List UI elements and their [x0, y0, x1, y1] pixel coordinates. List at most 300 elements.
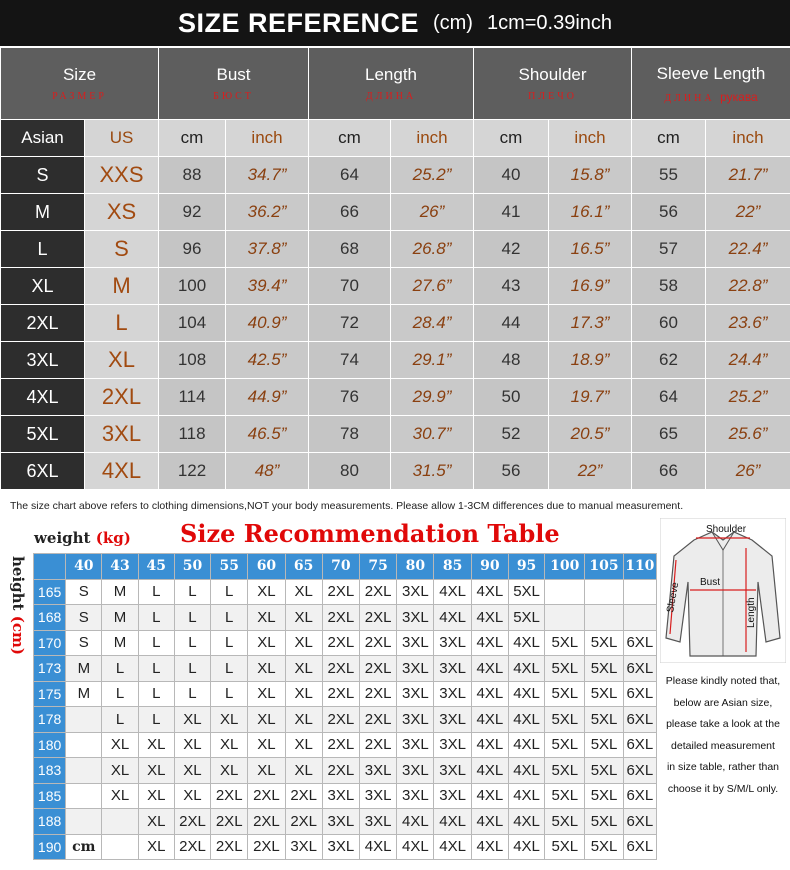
- recommended-size-cell: XL: [248, 681, 285, 707]
- height-row: [34, 630, 657, 656]
- recommended-size-cell: XL: [285, 579, 322, 605]
- height-header-cell: 183: [34, 758, 66, 784]
- recommended-size-cell: [545, 605, 585, 631]
- weight-header-cell: 40: [66, 554, 102, 580]
- recommended-size-cell: 2XL: [174, 834, 210, 860]
- weight-unit: (kg): [95, 529, 131, 547]
- recommended-size-cell: XL: [138, 783, 174, 809]
- subheader-row: [1, 120, 790, 157]
- recommended-size-cell: 3XL: [322, 809, 359, 835]
- weight-label-text: weight: [34, 529, 91, 547]
- banner-title: SIZE REFERENCE: [177, 7, 419, 38]
- recommended-size-cell: 2XL: [211, 809, 248, 835]
- recommended-size-cell: L: [138, 605, 174, 631]
- recommended-size-cell: L: [138, 579, 174, 605]
- us-size-cell: 3XL: [85, 416, 159, 453]
- recommended-size-cell: 4XL: [471, 809, 508, 835]
- recommended-size-cell: XL: [248, 732, 285, 758]
- asian-size-cell: L: [1, 231, 85, 268]
- recommended-size-cell: XL: [138, 732, 174, 758]
- cm-value-cell: 50: [474, 379, 549, 416]
- inch-value-cell: 24.4”: [706, 342, 790, 379]
- us-size-cell: M: [85, 268, 159, 305]
- inch-value-cell: 37.8”: [226, 231, 309, 268]
- col-header-label: Shoulder: [518, 65, 587, 84]
- recommended-size-cell: XL: [102, 783, 138, 809]
- recommended-size-cell: 5XL: [545, 656, 585, 682]
- recommended-size-cell: 5XL: [585, 758, 623, 784]
- inch-value-cell: 29.9”: [391, 379, 474, 416]
- jacket-measurement-diagram: [660, 518, 786, 663]
- recommended-size-cell: 6XL: [623, 656, 656, 682]
- height-header-cell: 165: [34, 579, 66, 605]
- col-header-ru: РАЗМЕР: [52, 91, 107, 102]
- recommended-size-cell: 3XL: [434, 758, 471, 784]
- recommended-size-cell: 2XL: [322, 605, 359, 631]
- recommended-size-cell: 4XL: [434, 809, 471, 835]
- cm-value-cell: 72: [309, 305, 391, 342]
- weight-header-cell: 90: [471, 554, 508, 580]
- recommended-size-cell: XL: [102, 732, 138, 758]
- inch-value-cell: 26”: [706, 453, 790, 490]
- side-note-line: detailed measurement: [671, 739, 775, 752]
- size-row: [1, 342, 790, 379]
- height-row: [34, 732, 657, 758]
- recommended-size-cell: 5XL: [585, 681, 623, 707]
- recommended-size-cell: S: [66, 630, 102, 656]
- cm-value-cell: 88: [159, 157, 226, 194]
- height-row: [34, 783, 657, 809]
- recommended-size-cell: XL: [174, 732, 210, 758]
- cm-value-cell: 60: [632, 305, 706, 342]
- cm-value-cell: 55: [632, 157, 706, 194]
- recommended-size-cell: 2XL: [322, 707, 359, 733]
- recommended-size-cell: XL: [248, 579, 285, 605]
- col-header-ru-extra: рукава: [720, 89, 758, 104]
- inch-value-cell: 22.4”: [706, 231, 790, 268]
- recommended-size-cell: XL: [248, 707, 285, 733]
- asian-size-cell: 3XL: [1, 342, 85, 379]
- recommended-size-cell: 4XL: [471, 579, 508, 605]
- cm-value-cell: 114: [159, 379, 226, 416]
- inch-value-cell: 19.7”: [549, 379, 632, 416]
- recommended-size-cell: 2XL: [360, 605, 397, 631]
- recommended-size-cell: 4XL: [434, 605, 471, 631]
- recommended-size-cell: L: [138, 630, 174, 656]
- weight-header-cell: 80: [397, 554, 434, 580]
- inch-value-cell: 48”: [226, 453, 309, 490]
- cm-value-cell: 42: [474, 231, 549, 268]
- recommended-size-cell: 4XL: [471, 707, 508, 733]
- size-recommendation-table: [33, 553, 657, 860]
- recommended-size-cell: 5XL: [585, 707, 623, 733]
- subheader-cell: cm: [309, 120, 391, 157]
- side-note-line: Please kindly noted that,: [665, 675, 781, 687]
- recommended-size-cell: 2XL: [322, 656, 359, 682]
- recommended-size-cell: L: [138, 656, 174, 682]
- table-corner: [34, 554, 66, 580]
- inch-value-cell: 31.5”: [391, 453, 474, 490]
- recommended-size-cell: XL: [138, 758, 174, 784]
- cm-value-cell: 68: [309, 231, 391, 268]
- inch-value-cell: 46.5”: [226, 416, 309, 453]
- recommended-size-cell: 3XL: [322, 834, 359, 860]
- inch-value-cell: 26.8”: [391, 231, 474, 268]
- asian-size-cell: M: [1, 194, 85, 231]
- recommended-size-cell: 4XL: [508, 681, 544, 707]
- recommended-size-cell: 3XL: [434, 707, 471, 733]
- cm-value-cell: 76: [309, 379, 391, 416]
- recommendation-body: [34, 554, 657, 860]
- recommended-size-cell: L: [174, 681, 210, 707]
- recommended-size-cell: M: [102, 630, 138, 656]
- recommended-size-cell: L: [138, 707, 174, 733]
- recommended-size-cell: 2XL: [285, 809, 322, 835]
- subheader-cell: inch: [226, 120, 309, 157]
- height-header-cell: 185: [34, 783, 66, 809]
- inch-value-cell: 25.6”: [706, 416, 790, 453]
- recommended-size-cell: 2XL: [360, 630, 397, 656]
- weight-axis-label: [34, 529, 131, 547]
- weight-header-cell: 110: [623, 554, 656, 580]
- us-size-cell: 2XL: [85, 379, 159, 416]
- us-size-cell: XS: [85, 194, 159, 231]
- recommended-size-cell: 4XL: [471, 732, 508, 758]
- recommended-size-cell: 2XL: [248, 809, 285, 835]
- cm-value-cell: 57: [632, 231, 706, 268]
- cm-value-cell: 41: [474, 194, 549, 231]
- recommended-size-cell: L: [102, 681, 138, 707]
- asian-size-note: [658, 671, 788, 800]
- recommended-size-cell: 3XL: [397, 783, 434, 809]
- height-header-cell: 175: [34, 681, 66, 707]
- recommended-size-cell: XL: [174, 783, 210, 809]
- asian-size-cell: 2XL: [1, 305, 85, 342]
- cm-value-cell: 43: [474, 268, 549, 305]
- cm-value-cell: 100: [159, 268, 226, 305]
- recommended-size-cell: 5XL: [585, 656, 623, 682]
- inch-value-cell: 39.4”: [226, 268, 309, 305]
- height-header-cell: 168: [34, 605, 66, 631]
- length-label: Length: [746, 597, 757, 628]
- cm-value-cell: 122: [159, 453, 226, 490]
- weight-header-cell: 95: [508, 554, 544, 580]
- inch-value-cell: 36.2”: [226, 194, 309, 231]
- recommended-size-cell: 5XL: [585, 834, 623, 860]
- size-row: [1, 268, 790, 305]
- inch-value-cell: 16.9”: [549, 268, 632, 305]
- weight-header-cell: 70: [322, 554, 359, 580]
- recommended-size-cell: 5XL: [545, 732, 585, 758]
- recommended-size-cell: 4XL: [360, 834, 397, 860]
- side-note-line: in size table, rather than: [666, 761, 780, 773]
- us-size-cell: XXS: [85, 157, 159, 194]
- inch-value-cell: 22.8”: [706, 268, 790, 305]
- height-row: [34, 605, 657, 631]
- col-header-length: [309, 48, 474, 120]
- height-row: [34, 809, 657, 835]
- recommended-size-cell: XL: [211, 758, 248, 784]
- recommended-size-cell: 4XL: [508, 809, 544, 835]
- recommended-size-cell: 4XL: [508, 758, 544, 784]
- recommended-size-cell: 3XL: [434, 783, 471, 809]
- recommended-size-cell: 5XL: [545, 783, 585, 809]
- col-header-label: Length: [365, 65, 418, 84]
- subheader-cell: inch: [706, 120, 790, 157]
- recommended-size-cell: XL: [138, 834, 174, 860]
- cm-value-cell: 70: [309, 268, 391, 305]
- col-header-bust: [159, 48, 309, 120]
- cm-value-cell: 44: [474, 305, 549, 342]
- recommended-size-cell: XL: [285, 758, 322, 784]
- recommended-size-cell: 6XL: [623, 707, 656, 733]
- us-size-cell: XL: [85, 342, 159, 379]
- inch-value-cell: 20.5”: [549, 416, 632, 453]
- weight-header-row: [34, 554, 657, 580]
- recommended-size-cell: 3XL: [285, 834, 322, 860]
- col-header-ru-text: ДЛИНА: [664, 92, 715, 104]
- recommended-size-cell: 2XL: [211, 783, 248, 809]
- asian-size-cell: 6XL: [1, 453, 85, 490]
- asian-size-cell: 5XL: [1, 416, 85, 453]
- height-row: [34, 656, 657, 682]
- inch-value-cell: 42.5”: [226, 342, 309, 379]
- recommended-size-cell: [102, 834, 138, 860]
- recommended-size-cell: M: [102, 579, 138, 605]
- recommended-size-cell: [66, 809, 102, 835]
- recommended-size-cell: 3XL: [434, 681, 471, 707]
- recommended-size-cell: 4XL: [508, 783, 544, 809]
- inch-value-cell: 21.7”: [706, 157, 790, 194]
- recommended-size-cell: 3XL: [397, 579, 434, 605]
- recommended-size-cell: 2XL: [211, 834, 248, 860]
- height-header-cell: 190: [34, 834, 66, 860]
- size-row: [1, 416, 790, 453]
- recommended-size-cell: L: [211, 656, 248, 682]
- recommended-size-cell: cm: [66, 834, 102, 860]
- inch-value-cell: 28.4”: [391, 305, 474, 342]
- recommended-size-cell: 2XL: [360, 707, 397, 733]
- recommended-size-cell: [545, 579, 585, 605]
- recommended-size-cell: 4XL: [471, 758, 508, 784]
- size-row: [1, 379, 790, 416]
- recommended-size-cell: 3XL: [434, 732, 471, 758]
- inch-value-cell: 29.1”: [391, 342, 474, 379]
- us-size-cell: 4XL: [85, 453, 159, 490]
- col-header-label: Size: [62, 65, 97, 84]
- height-row: [34, 758, 657, 784]
- sleeve-label: Sleeve: [665, 581, 682, 614]
- cm-value-cell: 56: [474, 453, 549, 490]
- recommended-size-cell: 2XL: [322, 579, 359, 605]
- col-header-shoulder: [474, 48, 632, 120]
- recommended-size-cell: XL: [285, 656, 322, 682]
- recommended-size-cell: 2XL: [322, 732, 359, 758]
- recommended-size-cell: 5XL: [545, 758, 585, 784]
- inch-value-cell: 25.2”: [391, 157, 474, 194]
- recommended-size-cell: 3XL: [397, 656, 434, 682]
- recommended-size-cell: 6XL: [623, 783, 656, 809]
- recommended-size-cell: XL: [211, 707, 248, 733]
- recommended-size-cell: XL: [285, 630, 322, 656]
- recommended-size-cell: 4XL: [397, 834, 434, 860]
- weight-header-cell: 55: [211, 554, 248, 580]
- recommended-size-cell: 6XL: [623, 630, 656, 656]
- recommended-size-cell: L: [174, 630, 210, 656]
- recommended-size-cell: 4XL: [508, 630, 544, 656]
- inch-value-cell: 16.5”: [549, 231, 632, 268]
- bust-label: Bust: [700, 577, 721, 588]
- inch-value-cell: 15.8”: [549, 157, 632, 194]
- recommended-size-cell: 4XL: [434, 834, 471, 860]
- inch-value-cell: 17.3”: [549, 305, 632, 342]
- recommended-size-cell: 5XL: [545, 809, 585, 835]
- recommended-size-cell: [623, 605, 656, 631]
- recommended-size-cell: 3XL: [360, 809, 397, 835]
- recommended-size-cell: 2XL: [360, 732, 397, 758]
- cm-value-cell: 56: [632, 194, 706, 231]
- recommended-size-cell: 4XL: [397, 809, 434, 835]
- height-row: [34, 707, 657, 733]
- col-header-ru: ПЛЕЧО: [528, 91, 577, 102]
- recommended-size-cell: XL: [285, 707, 322, 733]
- cm-value-cell: 48: [474, 342, 549, 379]
- recommended-size-cell: 3XL: [397, 630, 434, 656]
- recommended-size-cell: 4XL: [471, 605, 508, 631]
- asian-size-cell: S: [1, 157, 85, 194]
- inch-value-cell: 40.9”: [226, 305, 309, 342]
- recommended-size-cell: XL: [138, 809, 174, 835]
- recommended-size-cell: [585, 605, 623, 631]
- height-label-text: height: [9, 556, 27, 611]
- recommended-size-cell: 5XL: [585, 809, 623, 835]
- recommended-size-cell: 3XL: [397, 605, 434, 631]
- recommended-size-cell: L: [211, 605, 248, 631]
- recommended-size-cell: XL: [248, 758, 285, 784]
- recommended-size-cell: 6XL: [623, 681, 656, 707]
- size-row: [1, 194, 790, 231]
- recommended-size-cell: [66, 758, 102, 784]
- recommended-size-cell: XL: [248, 605, 285, 631]
- recommended-size-cell: 3XL: [397, 707, 434, 733]
- recommended-size-cell: 4XL: [508, 707, 544, 733]
- height-header-cell: 173: [34, 656, 66, 682]
- subheader-cell: Asian: [1, 120, 85, 157]
- size-row: [1, 453, 790, 490]
- cm-value-cell: 52: [474, 416, 549, 453]
- cm-value-cell: 65: [632, 416, 706, 453]
- asian-size-cell: XL: [1, 268, 85, 305]
- recommended-size-cell: XL: [285, 732, 322, 758]
- us-size-cell: L: [85, 305, 159, 342]
- height-header-cell: 178: [34, 707, 66, 733]
- inch-value-cell: 44.9”: [226, 379, 309, 416]
- recommended-size-cell: 2XL: [174, 809, 210, 835]
- recommended-size-cell: 3XL: [397, 681, 434, 707]
- recommendation-title: Size Recommendation Table: [180, 519, 560, 548]
- recommended-size-cell: 5XL: [508, 579, 544, 605]
- recommended-size-cell: L: [174, 579, 210, 605]
- subheader-cell: inch: [391, 120, 474, 157]
- weight-header-cell: 100: [545, 554, 585, 580]
- recommended-size-cell: 4XL: [471, 783, 508, 809]
- recommended-size-cell: 5XL: [545, 630, 585, 656]
- recommended-size-cell: 2XL: [248, 783, 285, 809]
- recommended-size-cell: 4XL: [508, 656, 544, 682]
- banner-conversion: 1cm=0.39inch: [486, 11, 613, 34]
- cm-value-cell: 58: [632, 268, 706, 305]
- subheader-cell: cm: [159, 120, 226, 157]
- col-header-ru: БЮСТ: [213, 91, 254, 102]
- subheader-cell: inch: [549, 120, 632, 157]
- banner-unit: (cm): [432, 11, 473, 34]
- recommended-size-cell: 6XL: [623, 732, 656, 758]
- height-unit: (cm): [9, 615, 27, 655]
- inch-value-cell: 26”: [391, 194, 474, 231]
- recommended-size-cell: XL: [248, 656, 285, 682]
- recommended-size-cell: S: [66, 605, 102, 631]
- cm-value-cell: 96: [159, 231, 226, 268]
- recommended-size-cell: L: [211, 630, 248, 656]
- recommended-size-cell: M: [66, 681, 102, 707]
- recommended-size-cell: 2XL: [360, 681, 397, 707]
- subheader-cell: cm: [632, 120, 706, 157]
- height-axis-label: [3, 556, 27, 666]
- recommended-size-cell: 2XL: [285, 783, 322, 809]
- recommended-size-cell: 2XL: [360, 579, 397, 605]
- cm-value-cell: 64: [632, 379, 706, 416]
- recommended-size-cell: 5XL: [545, 681, 585, 707]
- recommended-size-cell: 4XL: [471, 681, 508, 707]
- inch-value-cell: 30.7”: [391, 416, 474, 453]
- cm-value-cell: 104: [159, 305, 226, 342]
- column-header-row: [1, 48, 790, 120]
- recommended-size-cell: 3XL: [397, 732, 434, 758]
- subheader-cell: US: [85, 120, 159, 157]
- asian-size-cell: 4XL: [1, 379, 85, 416]
- recommended-size-cell: 4XL: [434, 579, 471, 605]
- side-note-line: please take a look at the: [666, 718, 780, 730]
- weight-header-cell: 105: [585, 554, 623, 580]
- recommended-size-cell: [66, 732, 102, 758]
- recommended-size-cell: 5XL: [545, 707, 585, 733]
- height-header-cell: 170: [34, 630, 66, 656]
- cm-value-cell: 62: [632, 342, 706, 379]
- recommended-size-cell: 4XL: [471, 834, 508, 860]
- cm-value-cell: 92: [159, 194, 226, 231]
- shoulder-label: Shoulder: [706, 524, 747, 535]
- us-size-cell: S: [85, 231, 159, 268]
- recommended-size-cell: XL: [248, 630, 285, 656]
- recommended-size-cell: 3XL: [434, 630, 471, 656]
- weight-header-cell: 43: [102, 554, 138, 580]
- recommended-size-cell: 3XL: [360, 783, 397, 809]
- cm-value-cell: 40: [474, 157, 549, 194]
- height-header-cell: 180: [34, 732, 66, 758]
- recommended-size-cell: 5XL: [585, 783, 623, 809]
- recommended-size-cell: 2XL: [248, 834, 285, 860]
- weight-header-cell: 60: [248, 554, 285, 580]
- recommended-size-cell: 6XL: [623, 834, 656, 860]
- recommended-size-cell: S: [66, 579, 102, 605]
- recommended-size-cell: 4XL: [471, 630, 508, 656]
- inch-value-cell: 27.6”: [391, 268, 474, 305]
- recommended-size-cell: L: [174, 656, 210, 682]
- recommended-size-cell: 5XL: [585, 630, 623, 656]
- recommended-size-cell: 5XL: [508, 605, 544, 631]
- cm-value-cell: 80: [309, 453, 391, 490]
- cm-value-cell: 108: [159, 342, 226, 379]
